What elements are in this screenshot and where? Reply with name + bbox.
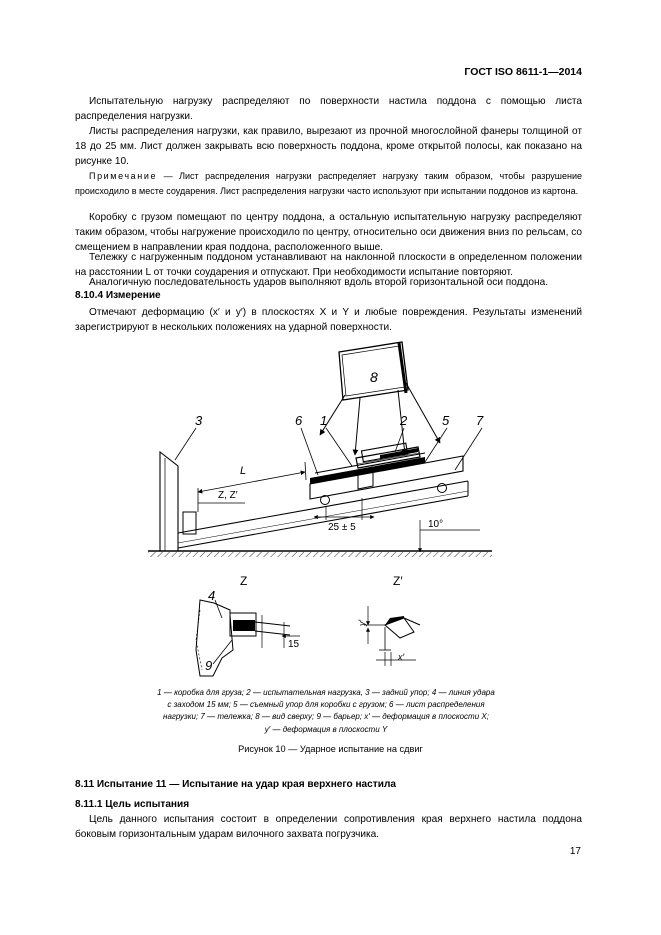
distance-L xyxy=(198,462,306,512)
label-zz: Z, Z′ xyxy=(218,490,238,501)
label-6: 6 xyxy=(295,413,303,428)
label-angle: 10° xyxy=(428,519,444,530)
heading-test-purpose: 8.11.1 Цель испытания xyxy=(75,799,190,810)
standard-header: ГОСТ ISO 8611-1—2014 xyxy=(464,66,582,78)
paragraph-test-purpose: Цель данного испытания состоит в определении сопротивления края верхнего настила поддона боковым горизонтальным ударам вилочного захвата погрузчика. xyxy=(75,814,582,841)
detail-z-prime xyxy=(364,606,420,666)
label-9: 9 xyxy=(205,658,213,673)
figure-caption xyxy=(126,687,526,736)
label-3: 3 xyxy=(195,413,203,428)
label-8: 8 xyxy=(370,369,378,385)
label-7: 7 xyxy=(476,413,484,428)
page-number: 17 xyxy=(569,846,581,857)
label-4: 4 xyxy=(208,588,216,603)
label-Z: Z xyxy=(240,574,248,588)
caption-line: 1 — коробка для груза; 2 — испытательная нагрузка, 3 — задний упор; 4 — линия удара xyxy=(157,688,495,697)
ground xyxy=(148,551,492,557)
paragraph-repeat: Аналогичную последовательность ударов выполняют вдоль второй горизонтальной оси поддона. xyxy=(89,277,549,288)
offset-dimension xyxy=(314,498,374,520)
back-stop xyxy=(160,452,196,551)
label-xprime: x′ xyxy=(398,652,405,662)
label-Zprime: Z′ xyxy=(393,574,403,588)
paragraph-trolley: Тележку с нагруженным поддоном устанавливают на наклонной плоскости в определенном положении на расстоянии L от точки соударения и отпускают. При необходимости испытание повторяют. xyxy=(75,252,582,279)
note-label: Примечание xyxy=(89,171,158,181)
label-5: 5 xyxy=(442,413,450,428)
paragraph-deformation: Отмечают деформацию (x′ и y′) в плоскостях X и Y и любые повреждения. Результаты изменений зарегистрируют в нескольких положениях на ударной поверхности. xyxy=(75,307,582,334)
pallet-with-sheet xyxy=(310,453,425,489)
paragraph-box-placement: Коробку с грузом помещают по центру поддона, а остальную испытательную нагрузку распределяют таким образом, чтобы нагружение происходило по центру, относительно оси движения вниз по рельсам, со смещением в направлении края поддона, расположенного выше. xyxy=(75,212,582,254)
heading-measurement: 8.10.4 Измерение xyxy=(75,290,161,301)
label-2: 2 xyxy=(400,413,408,428)
heading-test-11: 8.11 Испытание 11 — Испытание на удар края верхнего настила xyxy=(75,779,396,790)
figure-title: Рисунок 10 — Ударное испытание на сдвиг xyxy=(238,744,423,754)
label-yprime: y′ xyxy=(357,619,367,626)
label-25: 25 ± 5 xyxy=(328,522,356,533)
paragraph-sheets: Листы распределения нагрузки, как правило, вырезают из прочной многослойной фанеры толщиной от 18 до 25 мм. Лист должен закрывать всю поверхность поддона, кроме открытой полосы, как показано на рисунке 10. xyxy=(75,126,582,168)
caption-line: y′ — деформация в плоскости Y xyxy=(264,724,388,734)
label-15: 15 xyxy=(288,639,300,650)
note-text: — Лист распределения нагрузки распределяет нагрузку таким образом, чтобы разрушение происходило в месте соударения. Лист распределения нагрузки часто используют при испытании поддонов из картона. xyxy=(75,171,582,196)
top-view xyxy=(320,342,440,455)
caption-line: нагрузки; 7 — тележка; 8 — вид сверху; 9 — барьер; x′ — деформация в плоскости X; xyxy=(163,712,489,722)
paragraph-load-distribution: Испытательную нагрузку распределяют по поверхности настила поддона с помощью листа распределения нагрузки. xyxy=(75,96,582,123)
label-L: L xyxy=(240,465,247,477)
caption-line: с заходом 15 мм; 5 — съемный упор для коробки с грузом; 6 — лист распределения xyxy=(167,700,485,710)
label-1: 1 xyxy=(320,413,328,428)
